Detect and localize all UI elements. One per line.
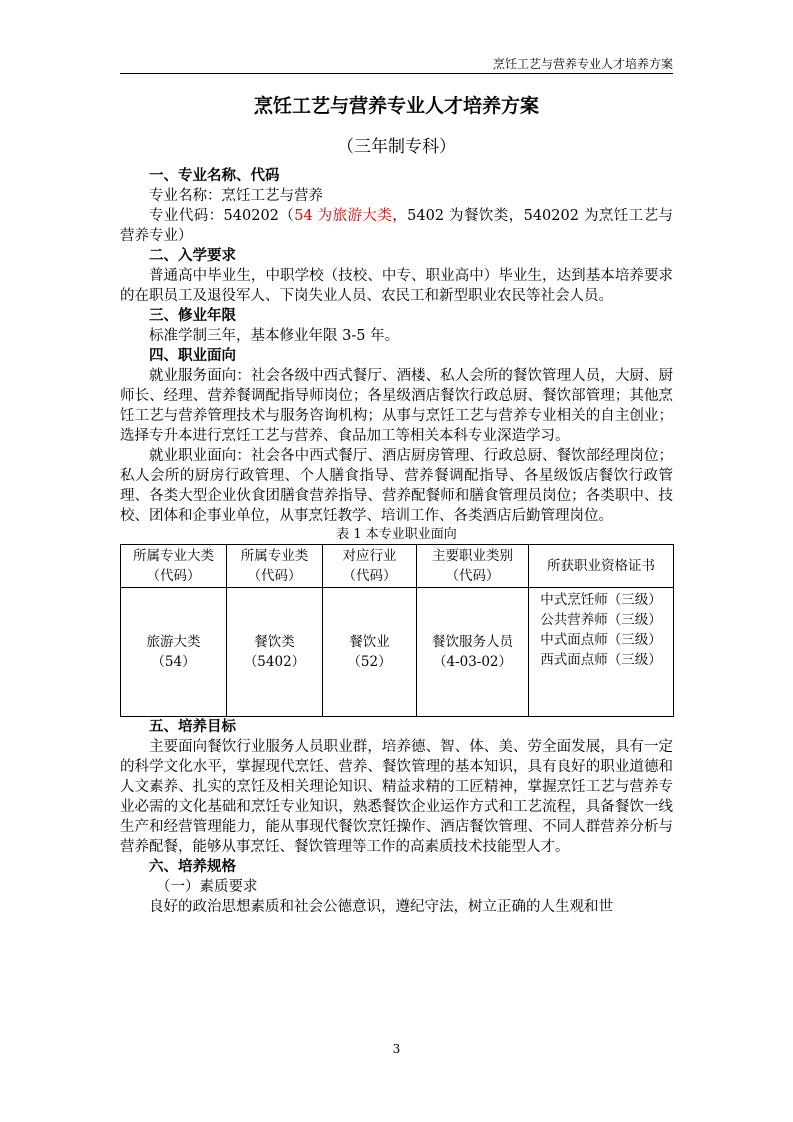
- admission-text: 普通高中毕业生，中职学校（技校、中专、职业高中）毕业生，达到基本培养要求的在职员工及退役军人、下岗失业人员、农民工和新型职业农民等社会人员。: [120, 268, 673, 304]
- table-header-cell: 对应行业 （代码）: [323, 545, 417, 588]
- table-cell: 餐饮类 （5402）: [227, 588, 323, 717]
- table-cell: 餐饮服务人员 （4-03-02）: [417, 588, 529, 717]
- table-caption: 表 1 本专业职业面向: [336, 527, 457, 542]
- table-cell: 餐饮业 （52）: [323, 588, 417, 717]
- major-name-line: 专业名称：烹饪工艺与营养: [149, 188, 323, 204]
- table-header-cell: 所获职业资格证书: [529, 545, 674, 588]
- table-cell: 旅游大类 （54）: [121, 588, 227, 717]
- section-4-heading: 四、职业面向: [149, 347, 236, 364]
- career-job-text: 就业职业面向：社会各中西式餐厅、酒店厨房管理、行政总厨、餐饮部经理岗位；私人会所的厨房行政管理、个人膳食指导、营养餐调配指导、各星级饭店餐饮行政管理、各类大型企业伙食团膳食营养指导、营养配餐师和膳食管理员岗位；各类职中、技校、团体和企事业单位，从事烹饪教学、培训工作、各类酒店后勤管理岗位。: [120, 448, 673, 524]
- quality-text: 良好的政治思想素质和社会公德意识，遵纪守法，树立正确的人生观和世: [149, 899, 613, 915]
- major-code-suffix: ，5402 为餐饮类，540202 为烹饪工艺与营养专业）: [120, 208, 674, 244]
- document-subtitle: （三年制专科）: [337, 137, 456, 157]
- section-6-heading: 六、培养规格: [149, 858, 236, 875]
- subsection-heading: （一）素质要求: [156, 879, 258, 895]
- page-number: 3: [392, 1042, 401, 1056]
- career-table: [120, 544, 674, 717]
- document-title: 烹饪工艺与营养专业人才培养方案: [253, 95, 539, 117]
- section-2-heading: 二、入学要求: [149, 247, 236, 264]
- table-cell: 中式烹饪师（三级） 公共营养师（三级） 中式面点师（三级） 西式面点师（三级）: [529, 588, 674, 717]
- section-3-heading: 三、修业年限: [149, 307, 236, 324]
- duration-text: 标准学制三年，基本修业年限 3-5 年。: [149, 328, 400, 344]
- section-1-heading: 一、专业名称、代码: [149, 167, 280, 184]
- table-header-cell: 所属专业类 （代码）: [227, 545, 323, 588]
- career-service-text: 就业服务面向：社会各级中西式餐厅、酒楼、私人会所的餐饮管理人员，大厨、厨师长、经理、营养餐调配指导师岗位；各星级酒店餐饮行政总厨、餐饮部管理；其他烹饪工艺与营养管理技术与服务咨询机构；从事与烹饪工艺与营养专业相关的自主创业；选择专升本进行烹饪工艺与营养、食品加工等相关本科专业深造学习。: [120, 368, 673, 444]
- major-code-line: [120, 206, 673, 246]
- training-goal-text: 主要面向餐饮行业服务人员职业群，培养德、智、体、美、劳全面发展，具有一定的科学文化水平，掌握现代烹饪、营养、餐饮管理的基本知识，具有良好的职业道德和人文素养、扎实的烹饪及相关理论知识、精益求精的工匠精神，掌握烹饪工艺与营养专业必需的文化基础和烹饪专业知识，熟悉餐饮企业运作方式和工艺流程，具备餐饮一线生产和经营管理能力，能从事现代餐饮烹饪操作、酒店餐饮管理、不同人群营养分析与营养配餐，能够从事烹饪、餐饮管理等工作的高素质技术技能型人才。: [120, 739, 673, 855]
- table-row: [121, 588, 674, 717]
- document-body: [120, 92, 673, 917]
- running-header: 烹饪工艺与营养专业人才培养方案: [492, 57, 673, 71]
- section-5-heading: 五、培养目标: [149, 718, 236, 735]
- header-rule: [120, 73, 673, 74]
- table-header-cell: 所属专业大类 （代码）: [121, 545, 227, 588]
- major-code-prefix: 专业代码：540202（: [149, 208, 295, 224]
- table-header-row: [121, 545, 674, 588]
- major-code-highlight: 54 为旅游大类: [294, 208, 393, 224]
- table-header-cell: 主要职业类别 （代码）: [417, 545, 529, 588]
